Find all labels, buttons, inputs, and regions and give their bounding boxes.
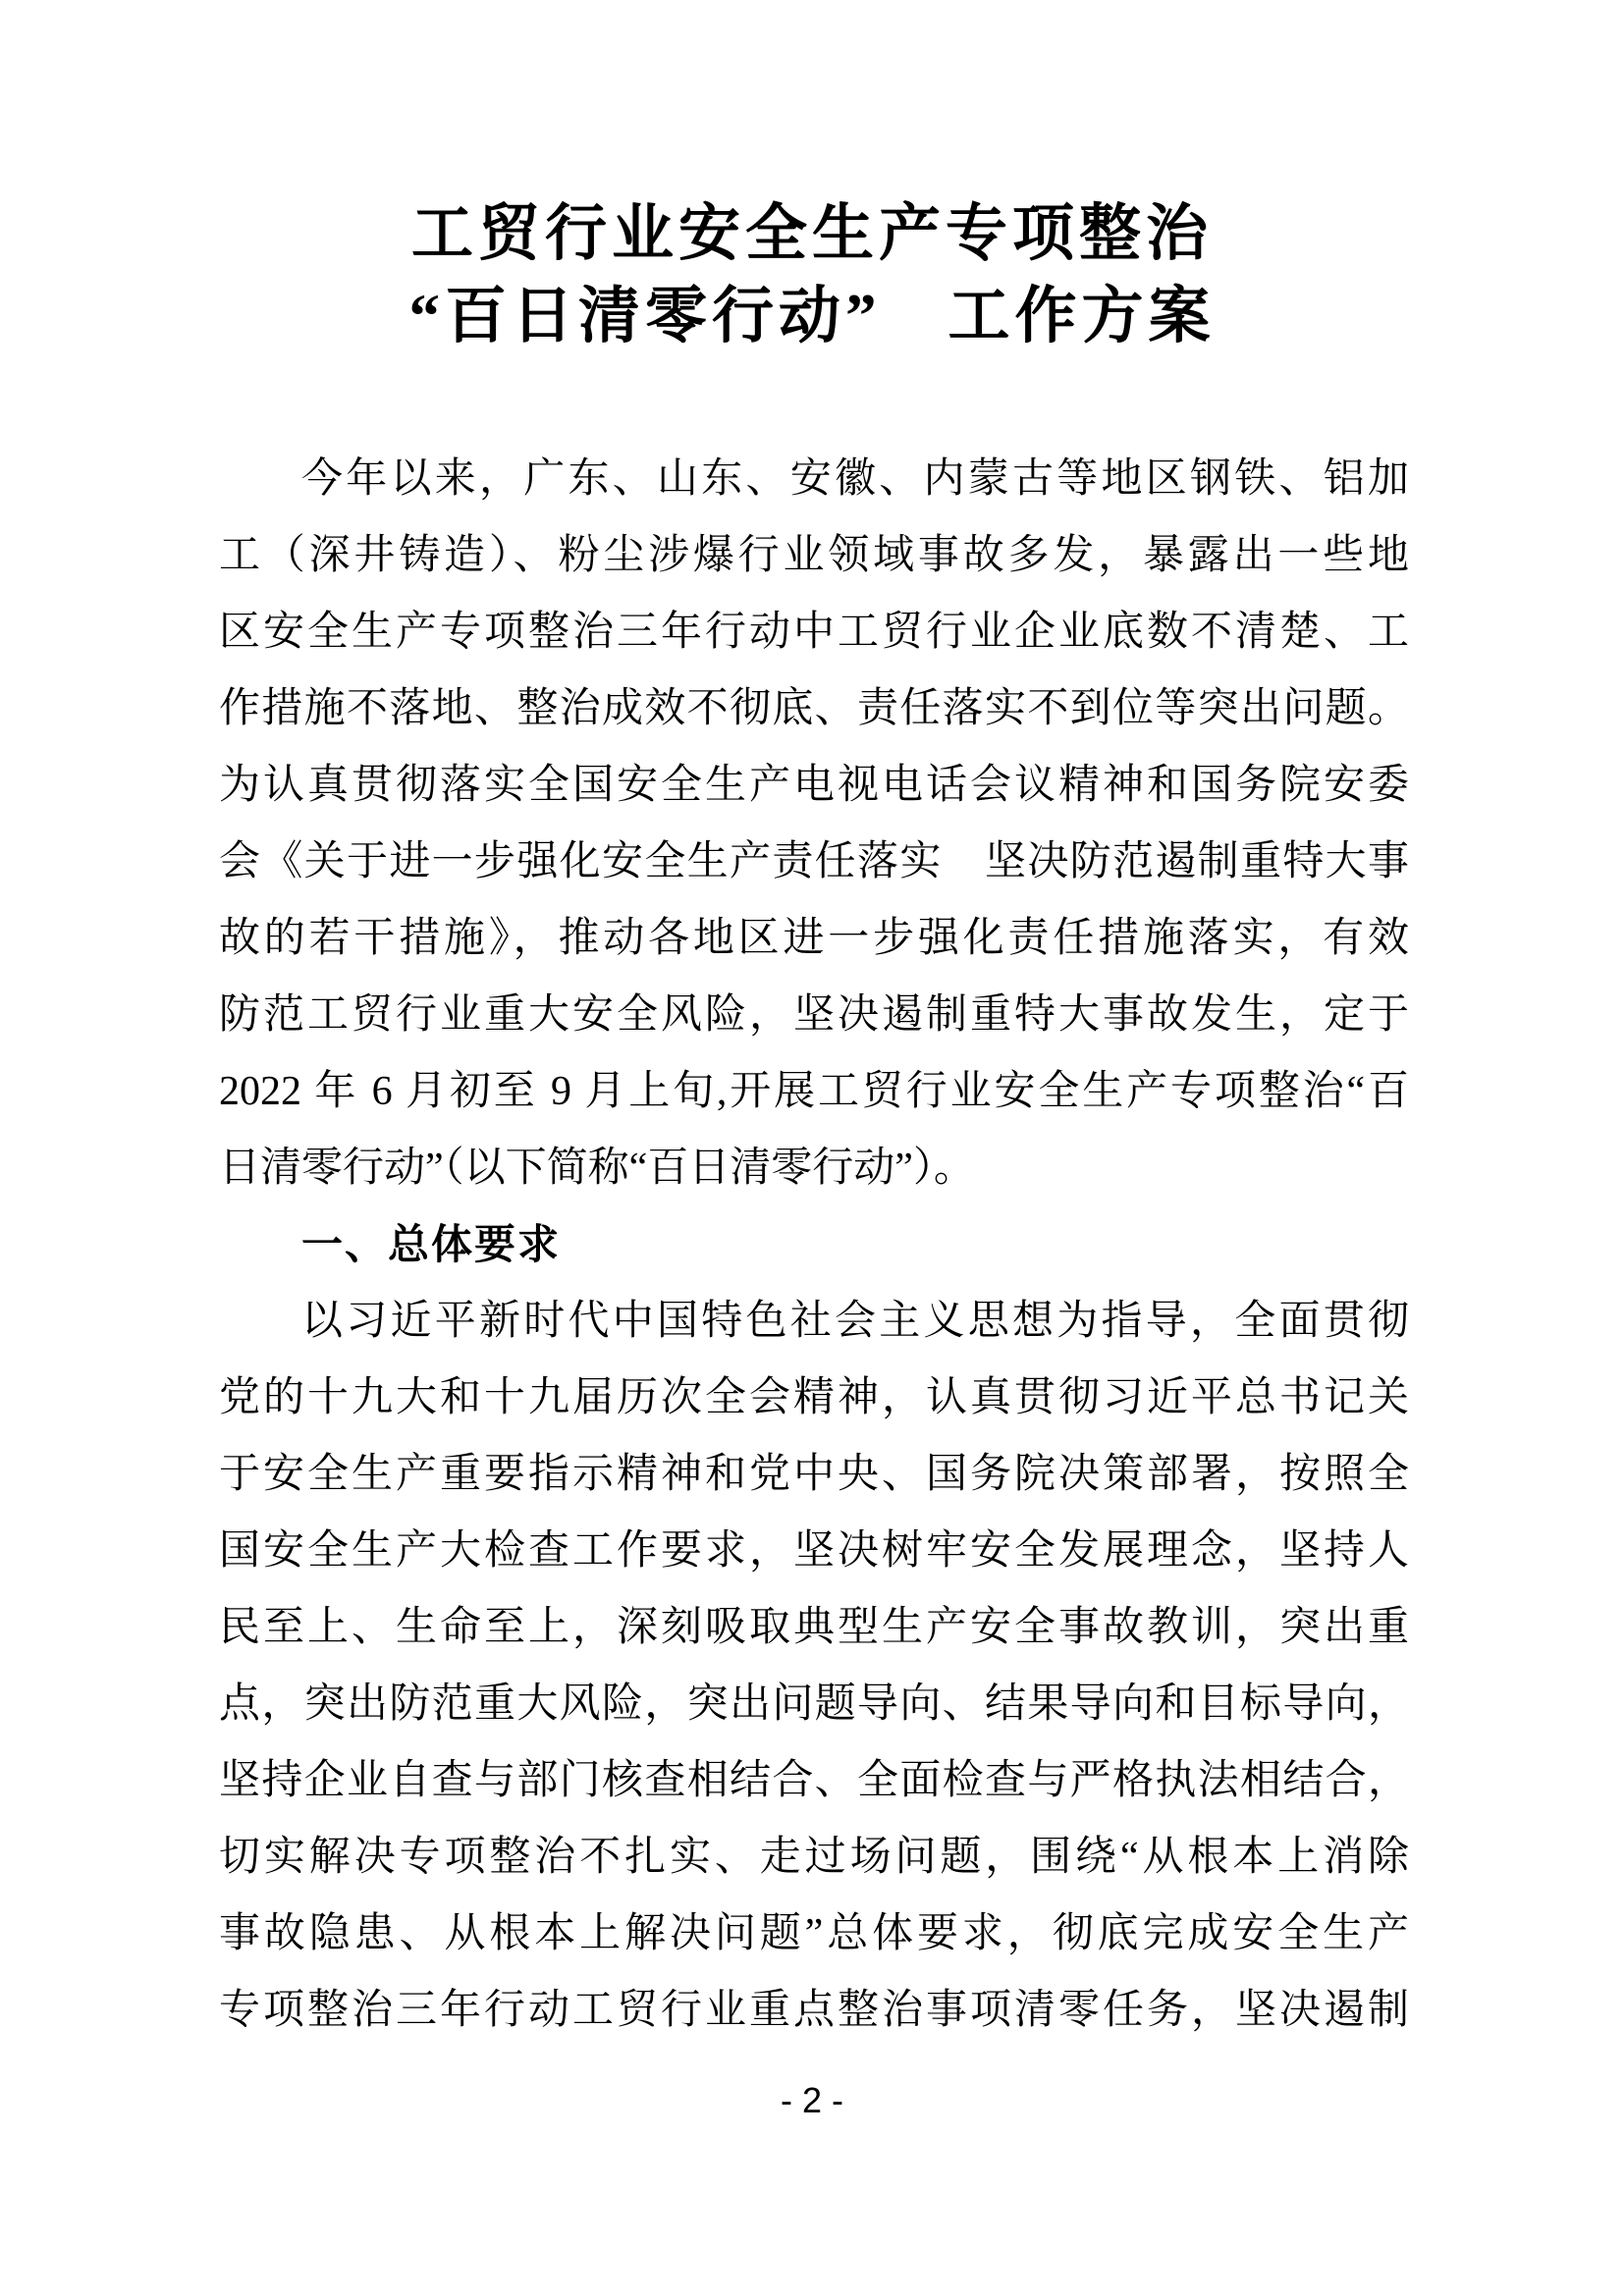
page-number: - 2 - bbox=[780, 2080, 843, 2120]
body-line: 作措施不落地、整治成效不彻底、责任落实不到位等突出问题。 bbox=[219, 686, 1409, 731]
body-line: 党的十九大和十九届历次全会精神，认真贯彻习近平总书记关 bbox=[219, 1375, 1409, 1420]
body-line: 专项整治三年行动工贸行业重点整治事项清零任务，坚决遏制 bbox=[219, 1988, 1409, 2033]
body-line: 日清零行动”（以下简称“百日清零行动”）。 bbox=[219, 1146, 975, 1191]
document-body bbox=[219, 441, 1409, 2049]
body-line: 2022 年 6 月初至 9 月上旬,开展工贸行业安全生产专项整治“百 bbox=[219, 1069, 1409, 1114]
body-line: 区安全生产专项整治三年行动中工贸行业企业底数不清楚、工 bbox=[219, 610, 1409, 655]
body-line: 工（深井铸造）、粉尘涉爆行业领域事故多发，暴露出一些地 bbox=[219, 533, 1409, 578]
body-line: 国安全生产大检查工作要求，坚决树牢安全发展理念，坚持人 bbox=[219, 1528, 1409, 1574]
body-line: 切实解决专项整治不扎实、走过场问题，围绕“从根本上消除 bbox=[219, 1835, 1409, 1880]
body-line: 于安全生产重要指示精神和党中央、国务院决策部署，按照全 bbox=[219, 1452, 1409, 1497]
body-line: 防范工贸行业重大安全风险，坚决遏制重特大事故发生，定于 bbox=[219, 992, 1409, 1038]
body-line: 点，突出防范重大风险，突出问题导向、结果导向和目标导向， bbox=[219, 1682, 1409, 1727]
body-line: 为认真贯彻落实全国安全生产电视电话会议精神和国务院安委 bbox=[219, 763, 1409, 808]
body-line: 坚持企业自查与部门核查相结合、全面检查与严格执法相结合， bbox=[219, 1758, 1409, 1803]
body-line: 故的若干措施》，推动各地区进一步强化责任措施落实，有效 bbox=[219, 916, 1409, 961]
section-heading: 一、总体要求 bbox=[301, 1221, 562, 1267]
body-line: 事故隐患、从根本上解决问题”总体要求，彻底完成安全生产 bbox=[219, 1911, 1409, 1956]
document-title-line-1: 工贸行业安全生产专项整治 bbox=[411, 199, 1213, 268]
body-line: 以习近平新时代中国特色社会主义思想为指导，全面贯彻 bbox=[301, 1299, 1409, 1344]
body-line: 今年以来，广东、山东、安徽、内蒙古等地区钢铁、铝加 bbox=[301, 456, 1409, 502]
body-line: 民至上、生命至上，深刻吸取典型生产安全事故教训，突出重 bbox=[219, 1605, 1409, 1650]
document-title bbox=[0, 192, 1624, 357]
body-line: 会《关于进一步强化安全生产责任落实 坚决防范遏制重特大事 bbox=[219, 839, 1409, 884]
document-title-line-2: “百日清零行动” 工作方案 bbox=[408, 282, 1216, 350]
